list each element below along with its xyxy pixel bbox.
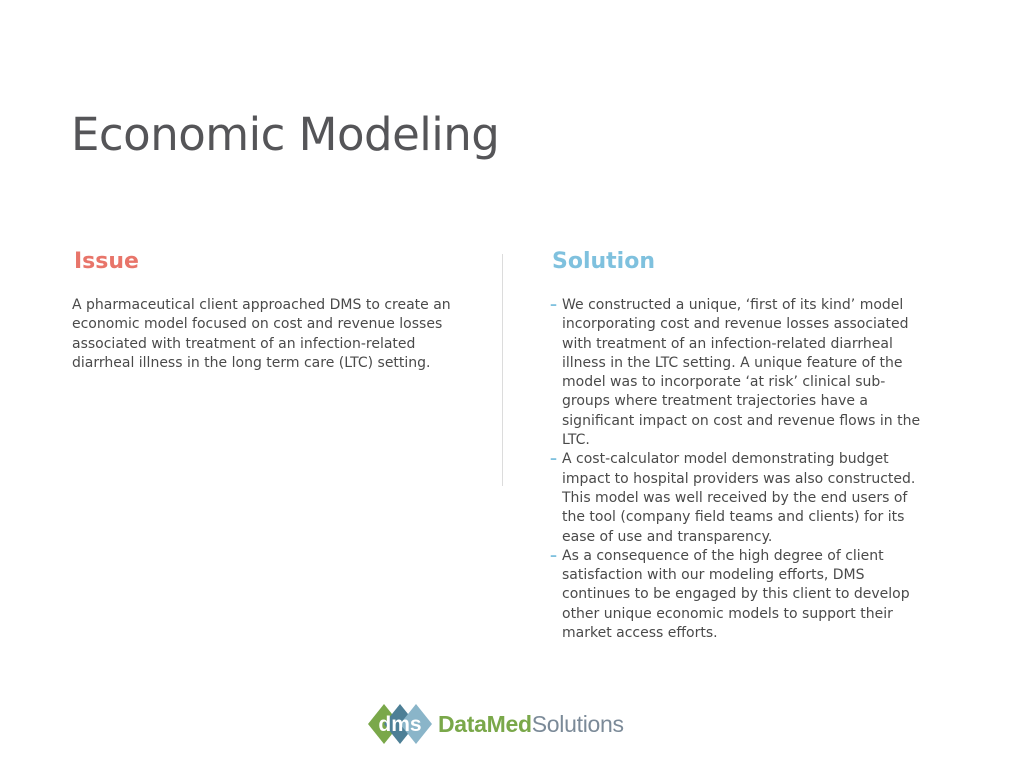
logo-word-med: Med (486, 710, 532, 737)
dash-bullet-icon: – (550, 547, 557, 564)
issue-text: A pharmaceutical client approached DMS to create an economic model focused on cost and revenue losses associated with treatment of an infection-related diarrheal illness in the long term care (LTC) setting. (72, 297, 451, 371)
logo-word-data: Data (438, 710, 487, 737)
solution-bullet-text: A cost-calculator model demonstrating budget impact to hospital providers was also constructed. This model was well received by the end users of the tool (company field teams and clients) for its ease of use and transparency. (562, 451, 916, 545)
logo-mark-text: dms (378, 713, 422, 736)
solution-list (550, 296, 925, 643)
column-divider (502, 254, 503, 486)
dash-bullet-icon: – (550, 297, 557, 313)
solution-bullet (550, 450, 925, 546)
logo-word-solutions: Solutions (531, 710, 624, 737)
solution-bullet (550, 296, 925, 450)
company-logo (366, 702, 624, 746)
solution-heading: Solution (552, 249, 655, 274)
logo-wordmark (438, 711, 624, 738)
page-title: Economic Modeling (71, 108, 500, 161)
solution-bullet-text: We constructed a unique, ‘first of its kind’ model incorporating cost and revenue losses associated with treatment of an infection-related diarrheal illness in the LTC setting. A unique feature of the model was to incorporate ‘at risk’ clinical sub-groups where treatment trajectories have a significant impact on cost and revenue flows in the LTC. (562, 297, 921, 449)
solution-bullet (550, 547, 925, 643)
dash-bullet-icon: – (550, 451, 557, 468)
issue-heading: Issue (74, 249, 139, 274)
solution-bullet-text: As a consequence of the high degree of client satisfaction with our modeling efforts, DMS continues to be engaged by this client to develop other unique economic models to support their market access efforts. (562, 547, 910, 642)
dms-logo-mark-icon (366, 702, 434, 746)
